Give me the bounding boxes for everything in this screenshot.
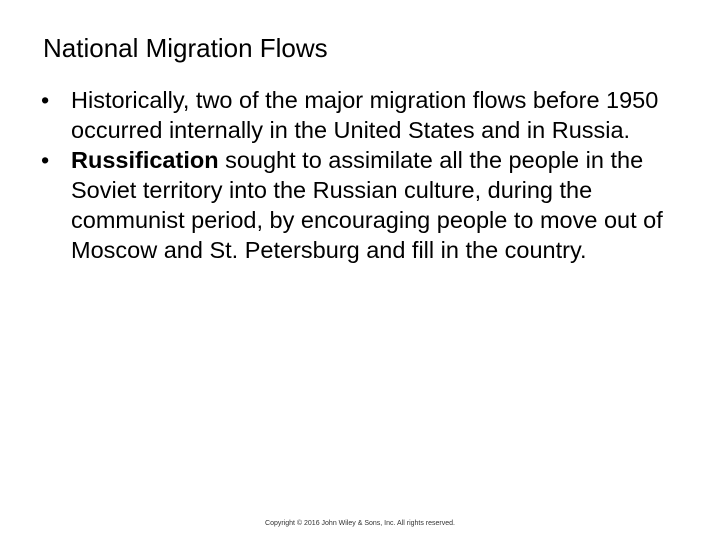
bullet-icon: •	[41, 87, 50, 113]
slide-title: National Migration Flows	[43, 33, 328, 63]
bullet-item-historical-flows	[30, 85, 690, 145]
bullet-list	[30, 85, 690, 265]
bullet-bold-term: Russification	[71, 147, 219, 173]
bullet-text: sought to assimilate all the people in the Soviet territory into the Russian culture, during the communist period, by encouraging people to move out of Moscow and St. Petersburg and fill in the country.	[71, 147, 663, 263]
bullet-text: Historically, two of the major migration flows before 1950 occurred internally in the United States and in Russia.	[71, 87, 659, 143]
bullet-icon: •	[41, 147, 50, 173]
bullet-item-russification	[30, 145, 690, 265]
copyright-footer: Copyright © 2016 John Wiley & Sons, Inc. All rights reserved.	[265, 520, 455, 527]
